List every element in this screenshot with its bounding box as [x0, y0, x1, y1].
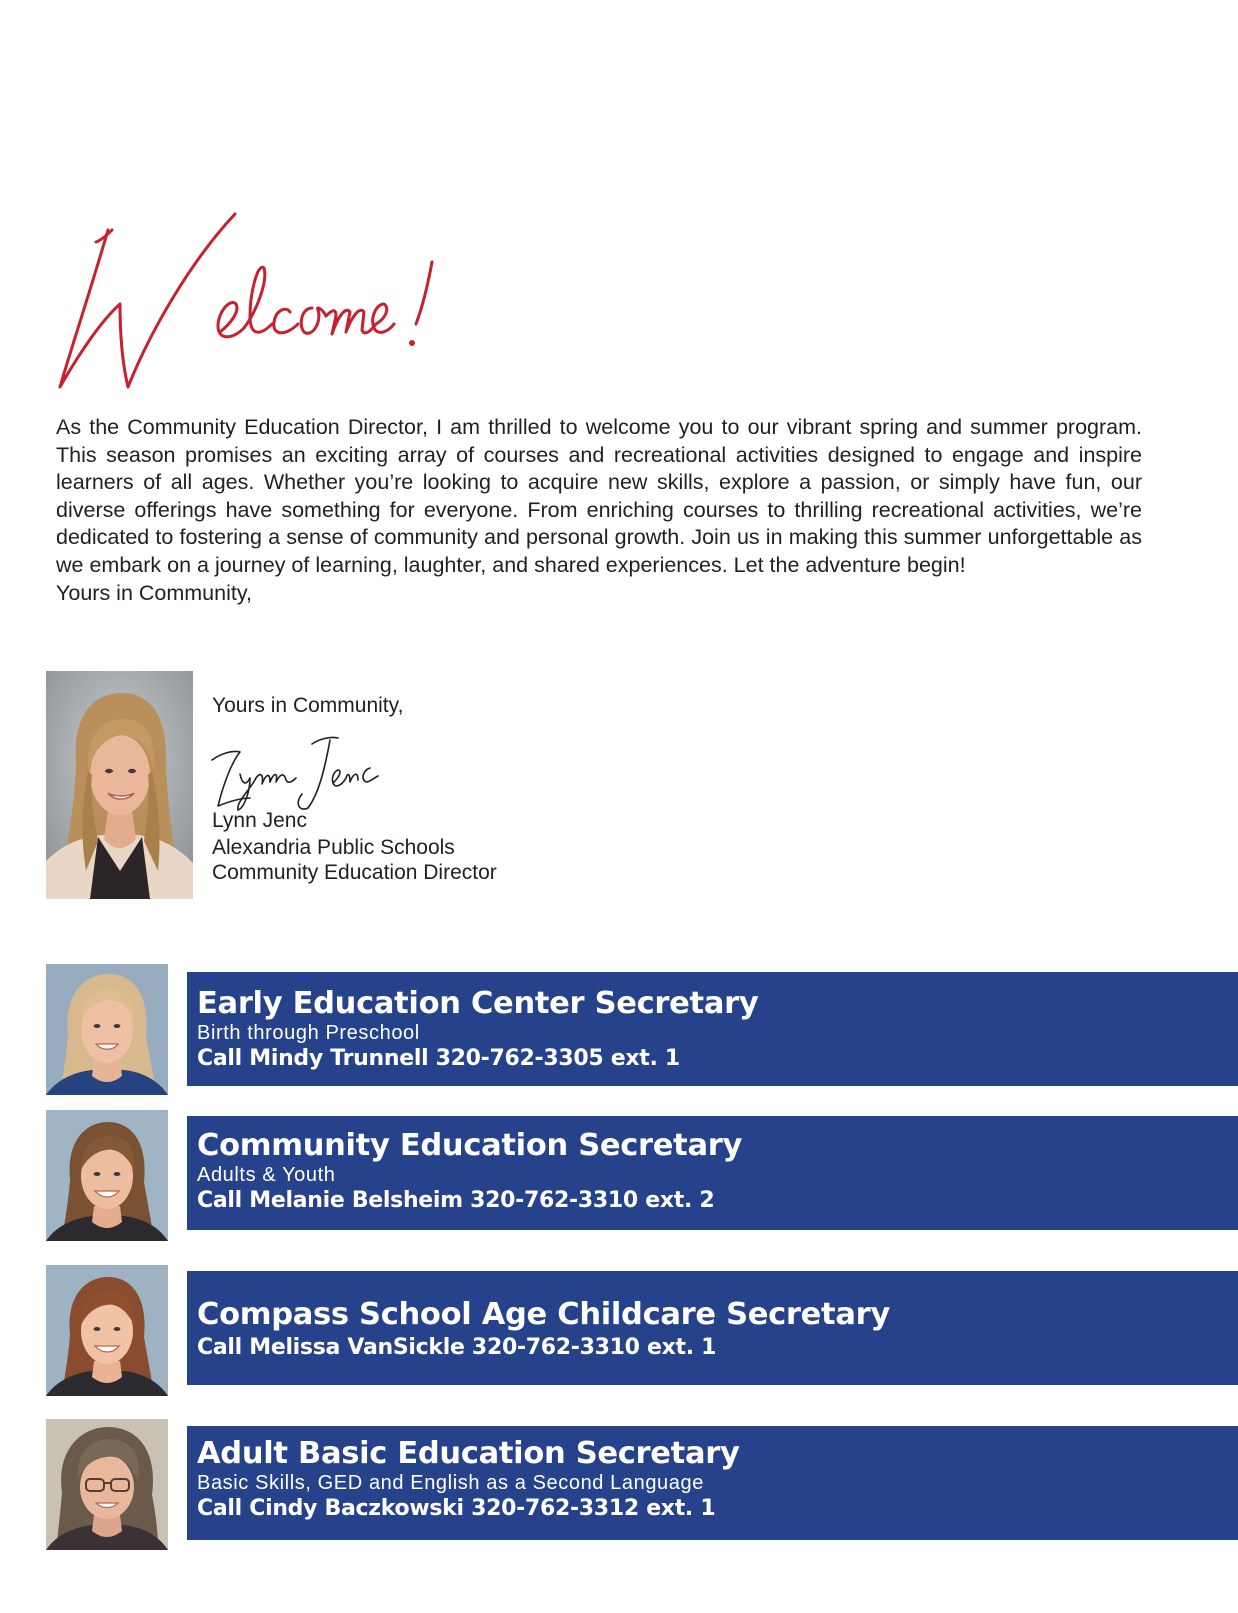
contact-subtitle: Birth through Preschool — [197, 1022, 420, 1044]
director-photo — [46, 671, 193, 899]
contact-title: Compass School Age Childcare Secretary — [197, 1297, 890, 1332]
contact-card-adult-basic-education — [187, 1426, 1238, 1540]
welcome-heading — [50, 212, 450, 402]
contact-card-community-education — [187, 1116, 1238, 1230]
contact-card-compass-childcare — [187, 1271, 1238, 1385]
director-organization: Alexandria Public Schools — [212, 836, 455, 859]
intro-text — [56, 414, 1142, 607]
contact-title: Community Education Secretary — [197, 1128, 743, 1163]
contact-phone[interactable]: Call Melissa VanSickle 320-762-3310 ext. 1 — [197, 1335, 717, 1360]
intro-paragraph: As the Community Education Director, I am thrilled to welcome you to our vibrant spring and summer program. This season promises an exciting array of courses and recreational activities designed to engage and inspire learners of all ages. Whether you’re looking to acquire new skills, explore a passion, or simply have fun, our diverse offerings have something for everyone. From enriching courses to thrilling recreational activities, we’re dedicated to fostering a sense of community and personal growth. Join us in making this summer unforgettable as we embark on a journey of learning, laughter, and shared experiences. Let the adventure begin! — [56, 415, 1142, 577]
director-title: Community Education Director — [212, 861, 497, 884]
contact-subtitle: Basic Skills, GED and English as a Second Language — [197, 1472, 704, 1494]
contact-phone[interactable]: Call Melanie Belsheim 320-762-3310 ext. 2 — [197, 1188, 715, 1213]
contact-phone[interactable]: Call Mindy Trunnell 320-762-3305 ext. 1 — [197, 1046, 680, 1071]
contact-card-early-education — [187, 972, 1238, 1086]
director-signature — [210, 732, 385, 812]
contact-phone[interactable]: Call Cindy Baczkowski 320-762-3312 ext. 1 — [197, 1496, 716, 1521]
contact-photo — [46, 1419, 168, 1550]
contact-photo — [46, 1110, 168, 1241]
contact-subtitle: Adults & Youth — [197, 1164, 336, 1186]
contact-photo — [46, 964, 168, 1095]
contact-photo — [46, 1265, 168, 1396]
signature-closing: Yours in Community, — [212, 694, 404, 717]
intro-closing: Yours in Community, — [56, 580, 252, 605]
contact-title: Early Education Center Secretary — [197, 986, 759, 1021]
contact-title: Adult Basic Education Secretary — [197, 1436, 740, 1471]
director-name: Lynn Jenc — [212, 809, 307, 832]
